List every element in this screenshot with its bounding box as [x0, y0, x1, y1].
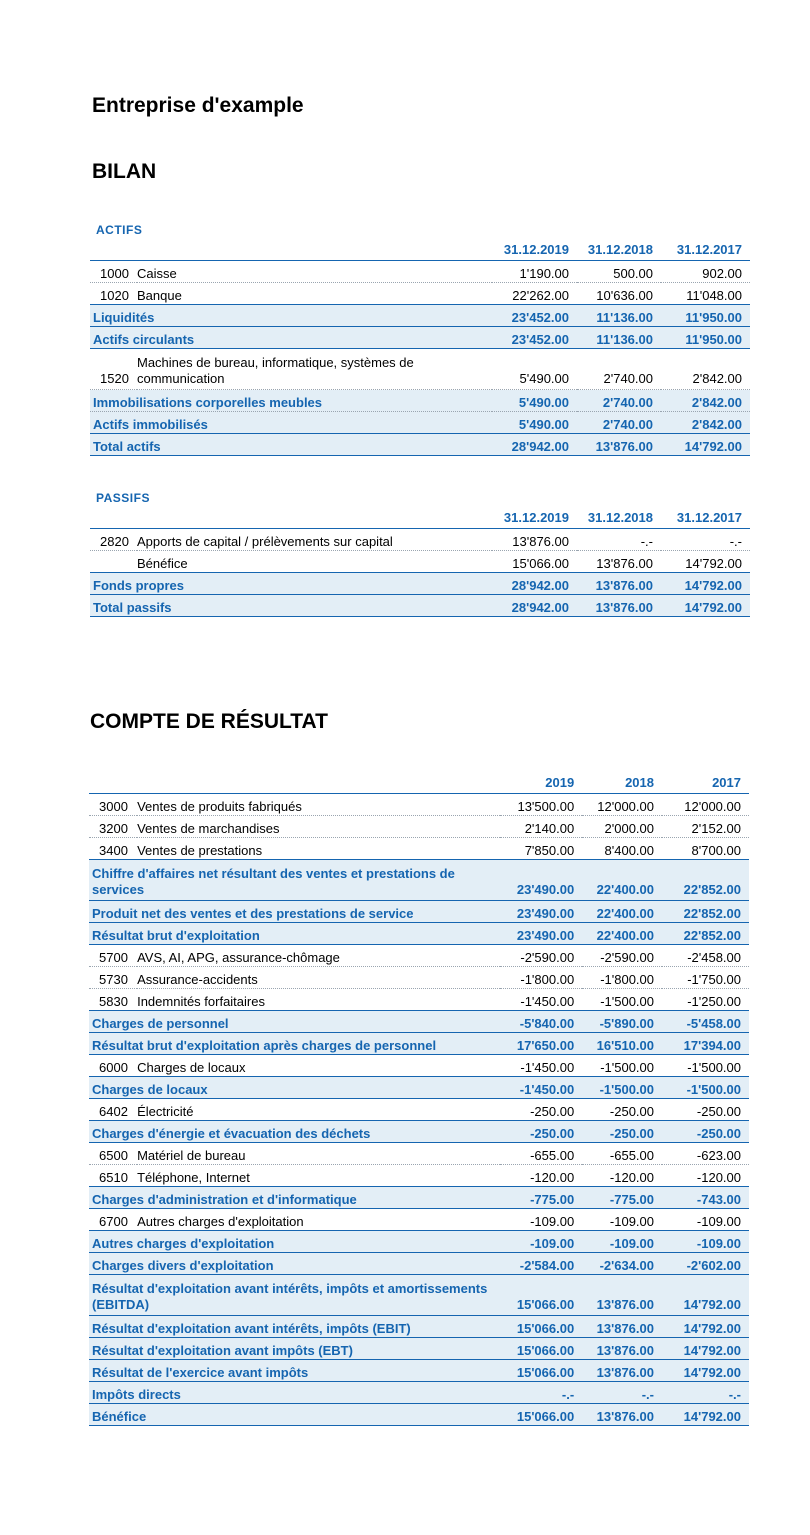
subtotal-row: [89, 1231, 749, 1253]
amount-cell: -2'590.00: [582, 945, 662, 967]
account-description: Matériel de bureau: [137, 1143, 500, 1165]
account-description: Bénéfice: [137, 551, 492, 573]
amount-cell: 15'066.00: [492, 551, 577, 573]
amount-cell: -109.00: [662, 1231, 749, 1253]
amount-cell: 14'792.00: [662, 1338, 749, 1360]
amount-cell: -743.00: [662, 1187, 749, 1209]
subtotal-row: [90, 595, 750, 617]
amount-cell: -1'500.00: [662, 1055, 749, 1077]
amount-cell: -5'458.00: [662, 1011, 749, 1033]
amount-cell: -2'590.00: [500, 945, 582, 967]
amount-cell: -109.00: [582, 1231, 662, 1253]
account-description: Machines de bureau, informatique, systèmes de communication: [137, 349, 492, 390]
amount-cell: 12'000.00: [582, 794, 662, 816]
amount-cell: -250.00: [500, 1121, 582, 1143]
amount-cell: -.-: [662, 1382, 749, 1404]
account-code: 5730: [89, 967, 137, 989]
subtotal-row: [89, 1275, 749, 1316]
column-header: 31.12.2017: [661, 242, 750, 261]
account-code: 2820: [90, 529, 137, 551]
amount-cell: -1'500.00: [662, 1077, 749, 1099]
amount-cell: 2'000.00: [582, 816, 662, 838]
amount-cell: 28'942.00: [492, 595, 577, 617]
subtotal-row: [89, 1253, 749, 1275]
subtotal-label: Résultat brut d'exploitation: [89, 923, 500, 945]
account-description: Électricité: [137, 1099, 500, 1121]
amount-cell: -623.00: [662, 1143, 749, 1165]
amount-cell: -120.00: [582, 1165, 662, 1187]
amount-cell: 2'152.00: [662, 816, 749, 838]
amount-cell: -109.00: [500, 1231, 582, 1253]
amount-cell: 11'136.00: [577, 305, 661, 327]
amount-cell: 15'066.00: [500, 1338, 582, 1360]
subtotal-label: Autres charges d'exploitation: [89, 1231, 500, 1253]
account-description: Autres charges d'exploitation: [137, 1209, 500, 1231]
header-spacer: [90, 510, 492, 529]
amount-cell: -109.00: [582, 1209, 662, 1231]
amount-cell: 23'490.00: [500, 901, 582, 923]
resultat-title: COMPTE DE RÉSULTAT: [90, 710, 328, 733]
amount-cell: 14'792.00: [661, 595, 750, 617]
amount-cell: 22'262.00: [492, 283, 577, 305]
amount-cell: 11'950.00: [661, 305, 750, 327]
amount-cell: -2'602.00: [662, 1253, 749, 1275]
amount-cell: -120.00: [662, 1165, 749, 1187]
subtotal-row: [89, 1404, 749, 1426]
account-code: 5830: [89, 989, 137, 1011]
subtotal-row: [89, 1077, 749, 1099]
resultat-table: [89, 775, 749, 1426]
amount-cell: 12'000.00: [662, 794, 749, 816]
amount-cell: 13'876.00: [577, 551, 661, 573]
subtotal-label: Fonds propres: [90, 573, 492, 595]
amount-cell: -.-: [577, 529, 661, 551]
subtotal-label: Charges d'énergie et évacuation des déchets: [89, 1121, 500, 1143]
amount-cell: 14'792.00: [662, 1316, 749, 1338]
amount-cell: -250.00: [582, 1099, 662, 1121]
amount-cell: 23'490.00: [500, 923, 582, 945]
amount-cell: -1'450.00: [500, 989, 582, 1011]
account-description: AVS, AI, APG, assurance-chômage: [137, 945, 500, 967]
subtotal-row: [89, 923, 749, 945]
amount-cell: 23'490.00: [500, 860, 582, 901]
account-code: 1520: [90, 349, 137, 390]
subtotal-label: Résultat d'exploitation avant impôts (EBT): [89, 1338, 500, 1360]
amount-cell: 13'876.00: [577, 434, 661, 456]
amount-cell: 2'842.00: [661, 349, 750, 390]
subtotal-row: [89, 860, 749, 901]
subtotal-label: Immobilisations corporelles meubles: [90, 390, 492, 412]
subtotal-row: [90, 327, 750, 349]
amount-cell: 14'792.00: [661, 551, 750, 573]
amount-cell: -1'500.00: [582, 1055, 662, 1077]
subtotal-label: Chiffre d'affaires net résultant des ventes et prestations de services: [89, 860, 500, 901]
amount-cell: -1'500.00: [582, 989, 662, 1011]
amount-cell: -1'500.00: [582, 1077, 662, 1099]
amount-cell: 13'876.00: [577, 595, 661, 617]
amount-cell: 15'066.00: [500, 1404, 582, 1426]
subtotal-label: Charges divers d'exploitation: [89, 1253, 500, 1275]
subtotal-row: [89, 1360, 749, 1382]
account-description: Ventes de prestations: [137, 838, 500, 860]
amount-cell: 22'400.00: [582, 860, 662, 901]
column-header: 2018: [582, 775, 662, 794]
table-row: [89, 1143, 749, 1165]
amount-cell: 2'842.00: [661, 412, 750, 434]
amount-cell: 13'500.00: [500, 794, 582, 816]
table-row: [90, 529, 750, 551]
subtotal-label: Résultat d'exploitation avant intérêts, impôts (EBIT): [89, 1316, 500, 1338]
column-header: 31.12.2019: [492, 242, 577, 261]
amount-cell: 902.00: [661, 261, 750, 283]
amount-cell: -1'450.00: [500, 1055, 582, 1077]
amount-cell: 2'740.00: [577, 349, 661, 390]
amount-cell: 2'842.00: [661, 390, 750, 412]
subtotal-row: [90, 412, 750, 434]
amount-cell: -1'800.00: [582, 967, 662, 989]
account-description: Ventes de produits fabriqués: [137, 794, 500, 816]
subtotal-row: [90, 390, 750, 412]
amount-cell: 8'400.00: [582, 838, 662, 860]
amount-cell: 13'876.00: [582, 1404, 662, 1426]
amount-cell: -655.00: [500, 1143, 582, 1165]
amount-cell: 2'140.00: [500, 816, 582, 838]
amount-cell: 13'876.00: [577, 573, 661, 595]
amount-cell: 28'942.00: [492, 573, 577, 595]
amount-cell: 22'852.00: [662, 923, 749, 945]
subtotal-label: Produit net des ventes et des prestations de service: [89, 901, 500, 923]
amount-cell: -1'250.00: [662, 989, 749, 1011]
actifs-table: [90, 242, 750, 456]
amount-cell: 13'876.00: [582, 1338, 662, 1360]
table-row: [89, 989, 749, 1011]
amount-cell: 17'394.00: [662, 1033, 749, 1055]
table-row: [89, 816, 749, 838]
subtotal-label: Total passifs: [90, 595, 492, 617]
company-name: Entreprise d'example: [92, 94, 304, 117]
amount-cell: 500.00: [577, 261, 661, 283]
account-description: Téléphone, Internet: [137, 1165, 500, 1187]
amount-cell: 13'876.00: [582, 1360, 662, 1382]
amount-cell: 11'048.00: [661, 283, 750, 305]
amount-cell: 13'876.00: [582, 1316, 662, 1338]
table-header-row: [90, 242, 750, 261]
column-header: 31.12.2017: [661, 510, 750, 529]
account-code: [90, 551, 137, 573]
amount-cell: -1'800.00: [500, 967, 582, 989]
table-header-row: [89, 775, 749, 794]
subtotal-label: Bénéfice: [89, 1404, 500, 1426]
amount-cell: 2'740.00: [577, 412, 661, 434]
column-header: 31.12.2019: [492, 510, 577, 529]
amount-cell: 10'636.00: [577, 283, 661, 305]
passifs-table: [90, 510, 750, 617]
table-row: [90, 349, 750, 390]
subtotal-label: Résultat d'exploitation avant intérêts, impôts et amortissements (EBITDA): [89, 1275, 500, 1316]
header-spacer: [89, 775, 500, 794]
amount-cell: 7'850.00: [500, 838, 582, 860]
subtotal-label: Charges de locaux: [89, 1077, 500, 1099]
amount-cell: -120.00: [500, 1165, 582, 1187]
account-description: Banque: [137, 283, 492, 305]
amount-cell: -2'458.00: [662, 945, 749, 967]
table-row: [89, 1209, 749, 1231]
amount-cell: 14'792.00: [662, 1360, 749, 1382]
subtotal-label: Charges de personnel: [89, 1011, 500, 1033]
amount-cell: 28'942.00: [492, 434, 577, 456]
subtotal-row: [90, 434, 750, 456]
account-description: Apports de capital / prélèvements sur capital: [137, 529, 492, 551]
subtotal-row: [89, 901, 749, 923]
amount-cell: -109.00: [662, 1209, 749, 1231]
amount-cell: -250.00: [500, 1099, 582, 1121]
amount-cell: 2'740.00: [577, 390, 661, 412]
account-code: 6000: [89, 1055, 137, 1077]
account-code: 6700: [89, 1209, 137, 1231]
amount-cell: -5'840.00: [500, 1011, 582, 1033]
bilan-title: BILAN: [92, 160, 157, 183]
header-spacer: [90, 242, 492, 261]
column-header: 31.12.2018: [577, 242, 661, 261]
amount-cell: 23'452.00: [492, 305, 577, 327]
amount-cell: 22'400.00: [582, 901, 662, 923]
account-code: 3400: [89, 838, 137, 860]
subtotal-row: [89, 1011, 749, 1033]
subtotal-label: Impôts directs: [89, 1382, 500, 1404]
account-code: 6402: [89, 1099, 137, 1121]
amount-cell: -.-: [582, 1382, 662, 1404]
account-code: 5700: [89, 945, 137, 967]
amount-cell: 5'490.00: [492, 390, 577, 412]
subtotal-row: [89, 1382, 749, 1404]
amount-cell: 5'490.00: [492, 412, 577, 434]
table-row: [89, 1099, 749, 1121]
subtotal-label: Actifs circulants: [90, 327, 492, 349]
amount-cell: 16'510.00: [582, 1033, 662, 1055]
amount-cell: -775.00: [500, 1187, 582, 1209]
subtotal-label: Actifs immobilisés: [90, 412, 492, 434]
amount-cell: 11'950.00: [661, 327, 750, 349]
column-header: 31.12.2018: [577, 510, 661, 529]
table-row: [90, 261, 750, 283]
subtotal-row: [90, 305, 750, 327]
account-description: Ventes de marchandises: [137, 816, 500, 838]
amount-cell: 14'792.00: [662, 1404, 749, 1426]
amount-cell: -250.00: [662, 1099, 749, 1121]
table-row: [89, 1055, 749, 1077]
amount-cell: 15'066.00: [500, 1316, 582, 1338]
table-row: [89, 1165, 749, 1187]
amount-cell: -655.00: [582, 1143, 662, 1165]
amount-cell: 13'876.00: [582, 1275, 662, 1316]
passifs-label: PASSIFS: [96, 491, 150, 505]
account-description: Indemnités forfaitaires: [137, 989, 500, 1011]
amount-cell: -2'634.00: [582, 1253, 662, 1275]
amount-cell: 22'852.00: [662, 901, 749, 923]
table-row: [90, 551, 750, 573]
amount-cell: -250.00: [582, 1121, 662, 1143]
amount-cell: 15'066.00: [500, 1275, 582, 1316]
table-row: [89, 838, 749, 860]
account-description: Assurance-accidents: [137, 967, 500, 989]
amount-cell: 11'136.00: [577, 327, 661, 349]
amount-cell: -250.00: [662, 1121, 749, 1143]
amount-cell: 14'792.00: [662, 1275, 749, 1316]
account-description: Caisse: [137, 261, 492, 283]
column-header: 2019: [500, 775, 582, 794]
account-code: 1020: [90, 283, 137, 305]
account-code: 3200: [89, 816, 137, 838]
actifs-label: ACTIFS: [96, 223, 143, 237]
amount-cell: 8'700.00: [662, 838, 749, 860]
account-code: 6510: [89, 1165, 137, 1187]
subtotal-label: Charges d'administration et d'informatique: [89, 1187, 500, 1209]
amount-cell: -109.00: [500, 1209, 582, 1231]
account-code: 6500: [89, 1143, 137, 1165]
subtotal-label: Résultat brut d'exploitation après charges de personnel: [89, 1033, 500, 1055]
amount-cell: 5'490.00: [492, 349, 577, 390]
column-header: 2017: [662, 775, 749, 794]
amount-cell: 22'852.00: [662, 860, 749, 901]
amount-cell: 23'452.00: [492, 327, 577, 349]
subtotal-label: Liquidités: [90, 305, 492, 327]
table-row: [89, 945, 749, 967]
amount-cell: -.-: [500, 1382, 582, 1404]
amount-cell: 14'792.00: [661, 573, 750, 595]
subtotal-row: [89, 1033, 749, 1055]
subtotal-row: [89, 1121, 749, 1143]
subtotal-row: [89, 1187, 749, 1209]
subtotal-row: [89, 1338, 749, 1360]
table-header-row: [90, 510, 750, 529]
subtotal-row: [90, 573, 750, 595]
table-row: [90, 283, 750, 305]
amount-cell: -1'450.00: [500, 1077, 582, 1099]
account-code: 3000: [89, 794, 137, 816]
account-code: 1000: [90, 261, 137, 283]
amount-cell: -1'750.00: [662, 967, 749, 989]
account-description: Charges de locaux: [137, 1055, 500, 1077]
table-row: [89, 794, 749, 816]
table-row: [89, 967, 749, 989]
amount-cell: -2'584.00: [500, 1253, 582, 1275]
amount-cell: 15'066.00: [500, 1360, 582, 1382]
subtotal-label: Résultat de l'exercice avant impôts: [89, 1360, 500, 1382]
amount-cell: 13'876.00: [492, 529, 577, 551]
amount-cell: 14'792.00: [661, 434, 750, 456]
subtotal-row: [89, 1316, 749, 1338]
subtotal-label: Total actifs: [90, 434, 492, 456]
amount-cell: 17'650.00: [500, 1033, 582, 1055]
amount-cell: 22'400.00: [582, 923, 662, 945]
amount-cell: -5'890.00: [582, 1011, 662, 1033]
amount-cell: 1'190.00: [492, 261, 577, 283]
amount-cell: -.-: [661, 529, 750, 551]
amount-cell: -775.00: [582, 1187, 662, 1209]
